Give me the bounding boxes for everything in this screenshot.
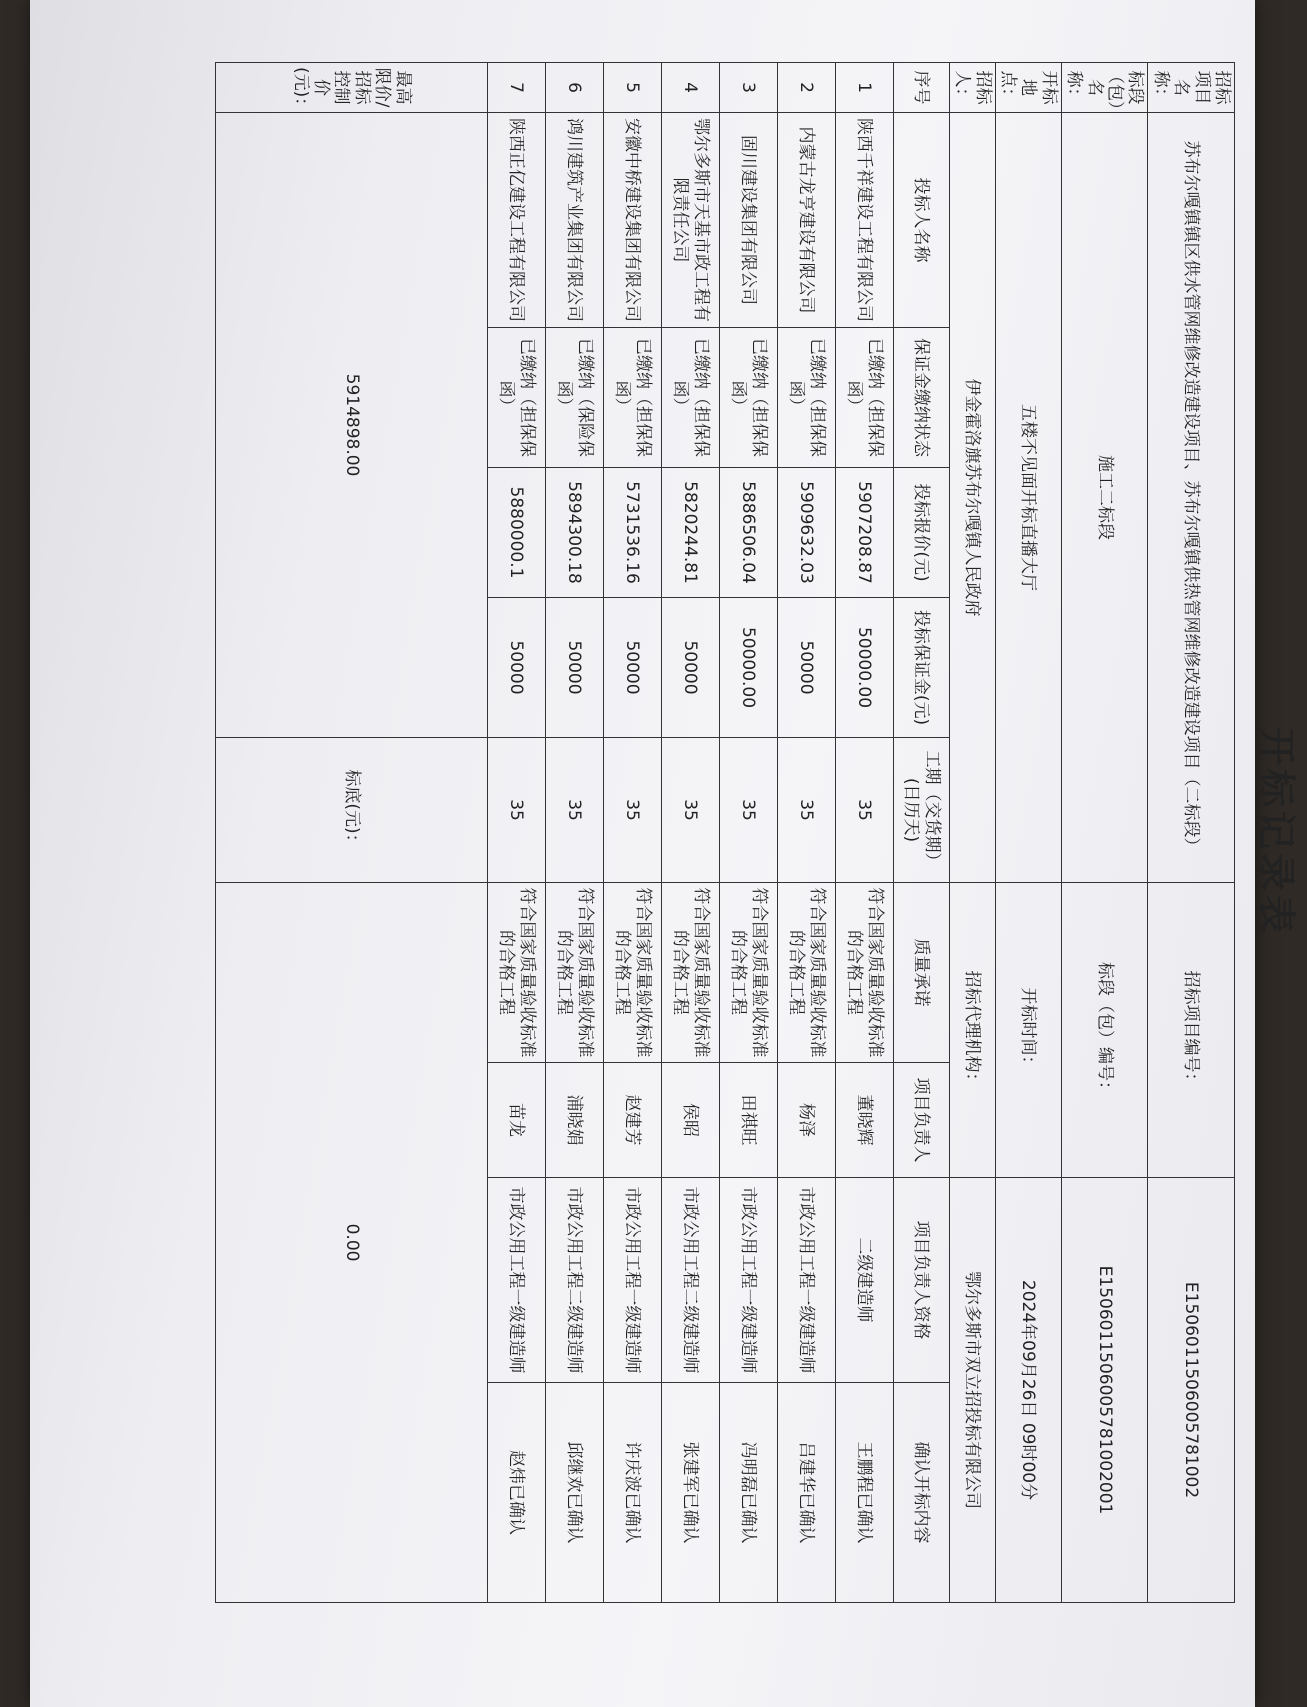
row-period: 35	[545, 738, 603, 883]
row-price: 5909632.03	[777, 468, 835, 598]
row-no: 2	[777, 63, 835, 113]
table-row	[487, 63, 545, 1603]
row-quality: 符合国家质量验收标准的合格工程	[719, 883, 777, 1063]
row-quality: 符合国家质量验收标准的合格工程	[603, 883, 661, 1063]
bid-opening-record-table	[215, 62, 1235, 1603]
section-code: E1506011506005781002001	[1061, 1178, 1148, 1603]
row-confirm: 吕建华已确认	[777, 1383, 835, 1603]
section-name-label: 标段（包）名称：	[1061, 63, 1148, 113]
row-confirm: 邱继欢已确认	[545, 1383, 603, 1603]
row-qualification: 市政公用工程一级建造师	[719, 1178, 777, 1383]
col-confirm: 确认开标内容	[893, 1383, 949, 1603]
row-no: 7	[487, 63, 545, 113]
col-bidder: 投标人名称	[893, 113, 949, 328]
row-qualification: 市政公用工程二级建造师	[661, 1178, 719, 1383]
row-bidder: 陕西千祥建设工程有限公司	[835, 113, 893, 328]
base-price-label: 标底(元)：	[216, 738, 488, 883]
agency: 鄂尔多斯市双立招投标有限公司	[949, 1178, 995, 1603]
row-no: 6	[545, 63, 603, 113]
row-manager: 苗龙	[487, 1063, 545, 1178]
row-confirm: 许庆波已确认	[603, 1383, 661, 1603]
max-price: 5914898.00	[216, 113, 488, 738]
row-qualification: 市政公用工程一级建造师	[777, 1178, 835, 1383]
row-deposit-status: 已缴纳（担保保函）	[835, 328, 893, 468]
row-manager: 赵建芳	[603, 1063, 661, 1178]
row-deposit-status: 已缴纳（保险保函）	[545, 328, 603, 468]
row-manager: 董晓辉	[835, 1063, 893, 1178]
row-price: 5886506.04	[719, 468, 777, 598]
row-confirm: 王鹏程已确认	[835, 1383, 893, 1603]
row-period: 35	[603, 738, 661, 883]
project-name: 苏布尔嘎镇镇区供水管网维修改造建设项目、苏布尔嘎镇供热管网维修改造建设项目（二标段）	[1148, 113, 1235, 883]
table-row	[603, 63, 661, 1603]
row-qualification: 市政公用工程二级建造师	[545, 1178, 603, 1383]
row-deposit: 50000	[487, 598, 545, 738]
location: 五楼不见面开标直播大厅	[995, 113, 1061, 883]
row-manager: 田祺旺	[719, 1063, 777, 1178]
table-row	[719, 63, 777, 1603]
row-deposit: 50000	[661, 598, 719, 738]
row-deposit-status: 已缴纳（担保保函）	[777, 328, 835, 468]
col-deposit: 投标保证金(元)	[893, 598, 949, 738]
row-bidder: 鸿川建筑产业集团有限公司	[545, 113, 603, 328]
info-row-project	[1148, 63, 1235, 1603]
row-qualification: 市政公用工程一级建造师	[603, 1178, 661, 1383]
row-deposit-status: 已缴纳（担保保函）	[487, 328, 545, 468]
rotated-record-sheet	[215, 62, 1298, 1602]
max-price-label: 最高限价/招标控制价(元)：	[216, 63, 488, 113]
time: 2024年09月26日 09时00分	[995, 1178, 1061, 1603]
row-price: 5731536.16	[603, 468, 661, 598]
row-deposit: 50000	[545, 598, 603, 738]
page-title: 开标记录表	[1254, 726, 1298, 937]
row-confirm: 冯明磊已确认	[719, 1383, 777, 1603]
col-deposit-status: 保证金缴纳状态	[893, 328, 949, 468]
info-row-tenderer	[949, 63, 995, 1603]
row-no: 4	[661, 63, 719, 113]
column-header-row	[893, 63, 949, 1603]
row-deposit-status: 已缴纳（担保保函）	[661, 328, 719, 468]
paper-sheet	[30, 0, 1298, 1707]
row-period: 35	[487, 738, 545, 883]
row-deposit-status: 已缴纳（担保保函）	[603, 328, 661, 468]
row-no: 1	[835, 63, 893, 113]
row-bidder: 固川建设集团有限公司	[719, 113, 777, 328]
row-period: 35	[777, 738, 835, 883]
tenderer-label: 招标人：	[949, 63, 995, 113]
row-manager: 杨泽	[777, 1063, 835, 1178]
row-bidder: 安徽中桥建设集团有限公司	[603, 113, 661, 328]
col-price: 投标报价(元)	[893, 468, 949, 598]
row-manager: 浦晓娟	[545, 1063, 603, 1178]
tenderer: 伊金霍洛旗苏布尔嘎镇人民政府	[949, 113, 995, 883]
row-price: 5894300.18	[545, 468, 603, 598]
row-bidder: 鄂尔多斯市天基市政工程有限责任公司	[661, 113, 719, 328]
row-no: 5	[603, 63, 661, 113]
row-confirm: 赵炜已确认	[487, 1383, 545, 1603]
section-code-label: 标段（包）编号：	[1061, 883, 1148, 1178]
row-period: 35	[661, 738, 719, 883]
row-bidder: 内蒙古龙亨建设有限公司	[777, 113, 835, 328]
location-label: 开标地点：	[995, 63, 1061, 113]
row-quality: 符合国家质量验收标准的合格工程	[661, 883, 719, 1063]
col-quality: 质量承诺	[893, 883, 949, 1063]
col-period: 工期（交货期）(日历天)	[893, 738, 949, 883]
table-row	[661, 63, 719, 1603]
base-price: 0.00	[216, 883, 488, 1603]
row-quality: 符合国家质量验收标准的合格工程	[545, 883, 603, 1063]
row-no: 3	[719, 63, 777, 113]
row-deposit: 50000.00	[719, 598, 777, 738]
row-period: 35	[835, 738, 893, 883]
project-code: E1506011506005781002	[1148, 1178, 1235, 1603]
row-deposit-status: 已缴纳（担保保函）	[719, 328, 777, 468]
time-label: 开标时间：	[995, 883, 1061, 1178]
table-row	[545, 63, 603, 1603]
row-deposit: 50000	[777, 598, 835, 738]
section-name: 施工二标段	[1061, 113, 1148, 883]
row-deposit: 50000.00	[835, 598, 893, 738]
table-row	[777, 63, 835, 1603]
row-price: 5880000.1	[487, 468, 545, 598]
row-deposit: 50000	[603, 598, 661, 738]
agency-label: 招标代理机构：	[949, 883, 995, 1178]
info-row-section	[1061, 63, 1148, 1603]
row-confirm: 张建军已确认	[661, 1383, 719, 1603]
row-qualification: 市政公用工程一级建造师	[487, 1178, 545, 1383]
row-manager: 侯昭	[661, 1063, 719, 1178]
row-price: 5907208.87	[835, 468, 893, 598]
row-quality: 符合国家质量验收标准的合格工程	[487, 883, 545, 1063]
col-manager: 项目负责人	[893, 1063, 949, 1178]
row-qualification: 二级建造师	[835, 1178, 893, 1383]
table-row	[835, 63, 893, 1603]
row-quality: 符合国家质量验收标准的合格工程	[777, 883, 835, 1063]
col-qualification: 项目负责人资格	[893, 1178, 949, 1383]
row-price: 5820244.81	[661, 468, 719, 598]
row-quality: 符合国家质量验收标准的合格工程	[835, 883, 893, 1063]
col-no: 序号	[893, 63, 949, 113]
row-bidder: 陕西正亿建设工程有限公司	[487, 113, 545, 328]
project-name-label: 招标项目名称：	[1148, 63, 1235, 113]
row-period: 35	[719, 738, 777, 883]
footer-row	[216, 63, 488, 1603]
project-code-label: 招标项目编号：	[1148, 883, 1235, 1178]
info-row-location	[995, 63, 1061, 1603]
